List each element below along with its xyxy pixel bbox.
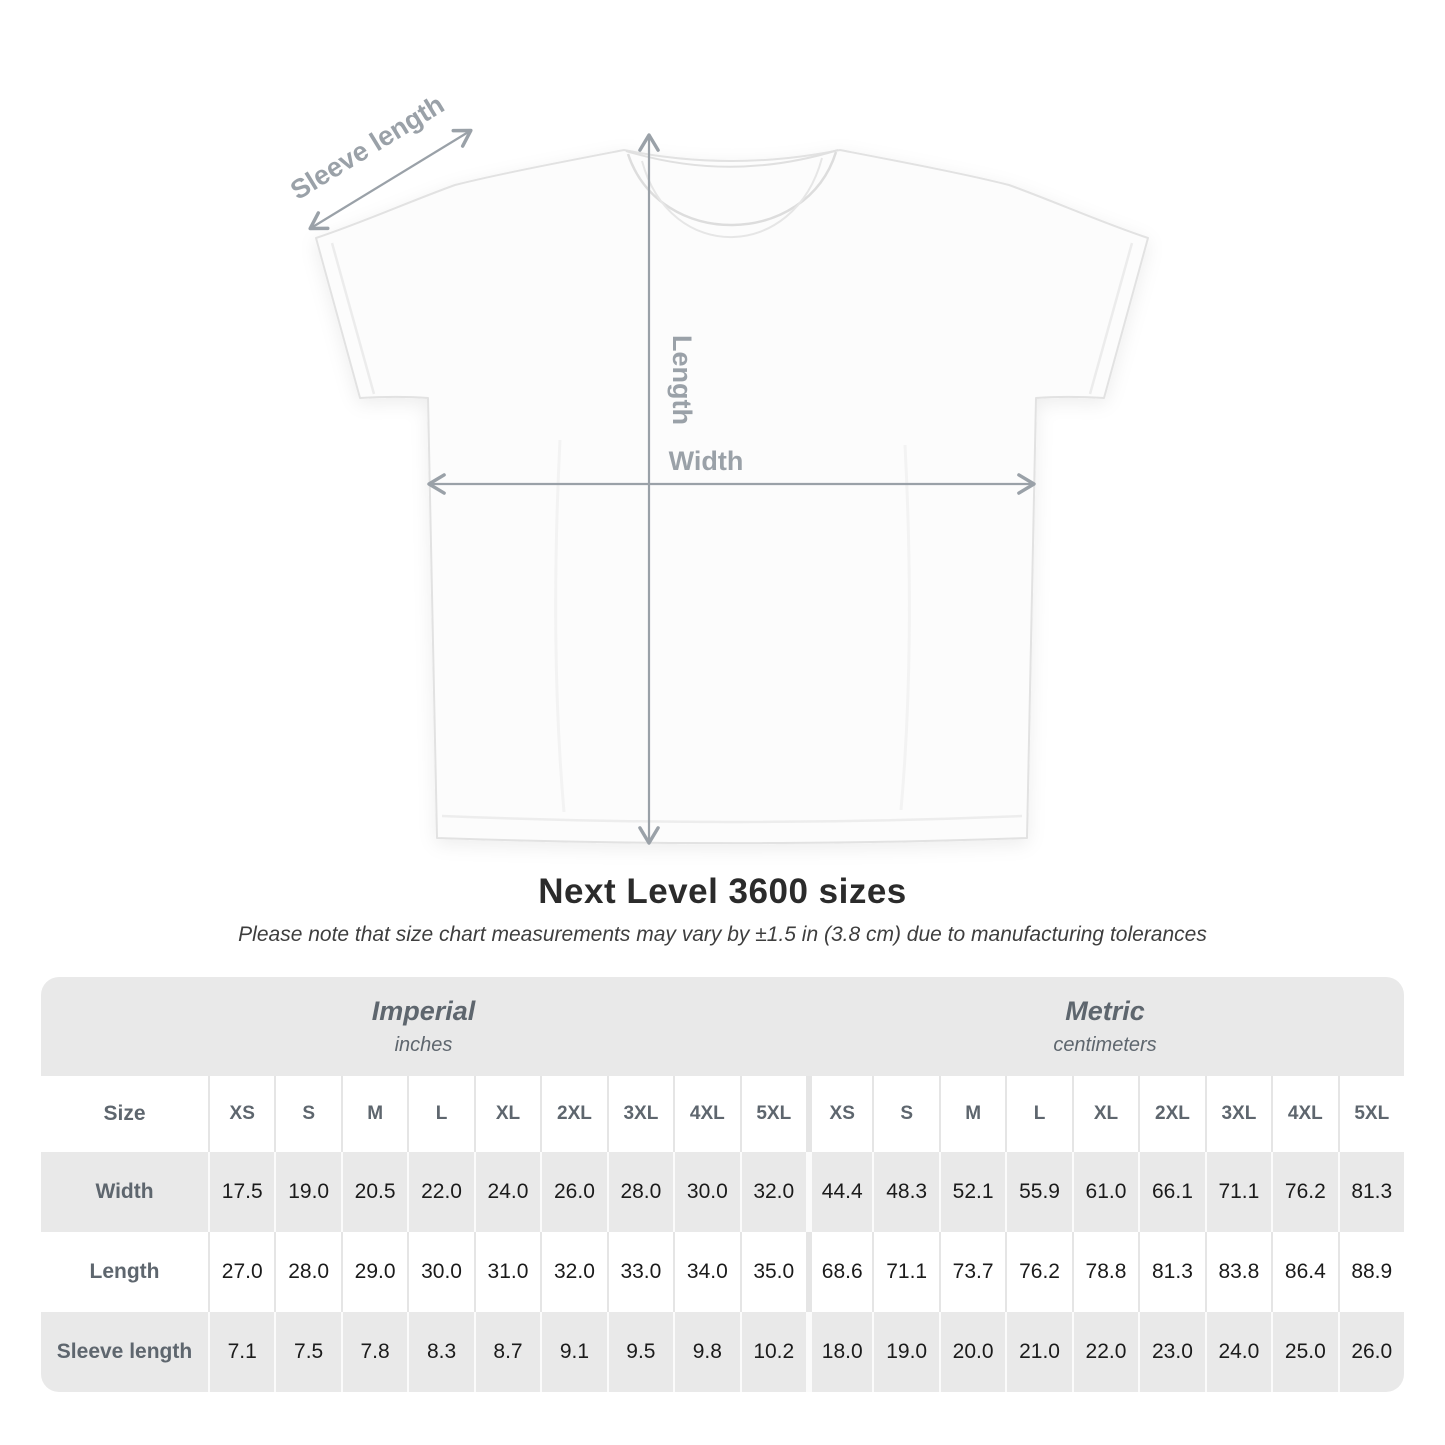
metric-title: Metric	[1065, 996, 1145, 1026]
value-cell: 24.0	[1205, 1312, 1271, 1392]
col-header: XL	[474, 1076, 540, 1152]
value-cell: 31.0	[474, 1232, 540, 1312]
imperial-unit: inches	[394, 1034, 453, 1056]
tolerance-note: Please note that size chart measurements may vary by ±1.5 in (3.8 cm) due to manufacturing tolerances	[238, 923, 1207, 946]
sleeve-length-row	[41, 1312, 1404, 1392]
value-cell: 32.0	[540, 1232, 606, 1312]
value-cell: 52.1	[939, 1152, 1005, 1232]
value-cell: 34.0	[673, 1232, 739, 1312]
metric-section-header	[806, 977, 1404, 1076]
size-row-label: Size	[103, 1102, 146, 1125]
value-cell: 81.3	[1138, 1232, 1204, 1312]
value-cell: 81.3	[1338, 1152, 1404, 1232]
value-cell: 88.9	[1338, 1232, 1404, 1312]
value-cell: 32.0	[740, 1152, 806, 1232]
value-cell: 17.5	[208, 1152, 274, 1232]
value-cell: 30.0	[673, 1152, 739, 1232]
value-cell: 8.7	[474, 1312, 540, 1392]
value-cell: 71.1	[1205, 1152, 1271, 1232]
width-label: Width	[668, 446, 744, 476]
value-cell: 78.8	[1072, 1232, 1138, 1312]
size-header-row	[41, 1076, 1404, 1152]
value-cell: 55.9	[1005, 1152, 1071, 1232]
value-cell: 26.0	[540, 1152, 606, 1232]
length-label: Length	[667, 335, 697, 425]
col-header: S	[872, 1076, 938, 1152]
value-cell: 30.0	[407, 1232, 473, 1312]
value-cell: 22.0	[1072, 1312, 1138, 1392]
title-block	[0, 872, 1445, 947]
length-row	[41, 1232, 1404, 1312]
value-cell: 76.2	[1271, 1152, 1337, 1232]
value-cell: 27.0	[208, 1232, 274, 1312]
col-header: L	[1005, 1076, 1071, 1152]
col-header: 4XL	[1271, 1076, 1337, 1152]
value-cell: 9.1	[540, 1312, 606, 1392]
value-cell: 23.0	[1138, 1312, 1204, 1392]
col-header: 5XL	[740, 1076, 806, 1152]
value-cell: 24.0	[474, 1152, 540, 1232]
row-label: Width	[95, 1180, 154, 1203]
tshirt-body	[316, 150, 1148, 843]
value-cell: 18.0	[806, 1312, 872, 1392]
value-cell: 66.1	[1138, 1152, 1204, 1232]
sleeve-length-label: Sleeve length	[285, 89, 450, 206]
page-title: Next Level 3600 sizes	[538, 872, 907, 911]
value-cell: 28.0	[274, 1232, 340, 1312]
imperial-section-header	[41, 977, 806, 1076]
col-header: XS	[208, 1076, 274, 1152]
col-header: XL	[1072, 1076, 1138, 1152]
row-label: Length	[89, 1260, 160, 1283]
value-cell: 71.1	[872, 1232, 938, 1312]
size-chart-table	[41, 977, 1404, 1392]
value-cell: 7.8	[341, 1312, 407, 1392]
col-header: XS	[806, 1076, 872, 1152]
col-header: S	[274, 1076, 340, 1152]
value-cell: 76.2	[1005, 1232, 1071, 1312]
value-cell: 10.2	[740, 1312, 806, 1392]
value-cell: 44.4	[806, 1152, 872, 1232]
value-cell: 25.0	[1271, 1312, 1337, 1392]
value-cell: 20.0	[939, 1312, 1005, 1392]
value-cell: 73.7	[939, 1232, 1005, 1312]
value-cell: 8.3	[407, 1312, 473, 1392]
value-cell: 83.8	[1205, 1232, 1271, 1312]
col-header: 4XL	[673, 1076, 739, 1152]
col-header: 2XL	[1138, 1076, 1204, 1152]
value-cell: 9.8	[673, 1312, 739, 1392]
units-header-row	[41, 977, 1404, 1076]
value-cell: 19.0	[872, 1312, 938, 1392]
value-cell: 7.1	[208, 1312, 274, 1392]
col-header: M	[341, 1076, 407, 1152]
value-cell: 61.0	[1072, 1152, 1138, 1232]
col-header: 3XL	[1205, 1076, 1271, 1152]
width-row	[41, 1152, 1404, 1232]
value-cell: 35.0	[740, 1232, 806, 1312]
value-cell: 9.5	[607, 1312, 673, 1392]
value-cell: 20.5	[341, 1152, 407, 1232]
value-cell: 29.0	[341, 1232, 407, 1312]
col-header: 5XL	[1338, 1076, 1404, 1152]
col-header: 2XL	[540, 1076, 606, 1152]
value-cell: 48.3	[872, 1152, 938, 1232]
row-label: Sleeve length	[56, 1340, 193, 1363]
value-cell: 68.6	[806, 1232, 872, 1312]
value-cell: 28.0	[607, 1152, 673, 1232]
tshirt-illustration	[316, 150, 1148, 843]
value-cell: 86.4	[1271, 1232, 1337, 1312]
value-cell: 21.0	[1005, 1312, 1071, 1392]
col-header: 3XL	[607, 1076, 673, 1152]
value-cell: 33.0	[607, 1232, 673, 1312]
value-cell: 19.0	[274, 1152, 340, 1232]
imperial-title: Imperial	[371, 996, 476, 1026]
metric-unit: centimeters	[1053, 1034, 1157, 1056]
value-cell: 22.0	[407, 1152, 473, 1232]
value-cell: 7.5	[274, 1312, 340, 1392]
col-header: M	[939, 1076, 1005, 1152]
col-header: L	[407, 1076, 473, 1152]
value-cell: 26.0	[1338, 1312, 1404, 1392]
